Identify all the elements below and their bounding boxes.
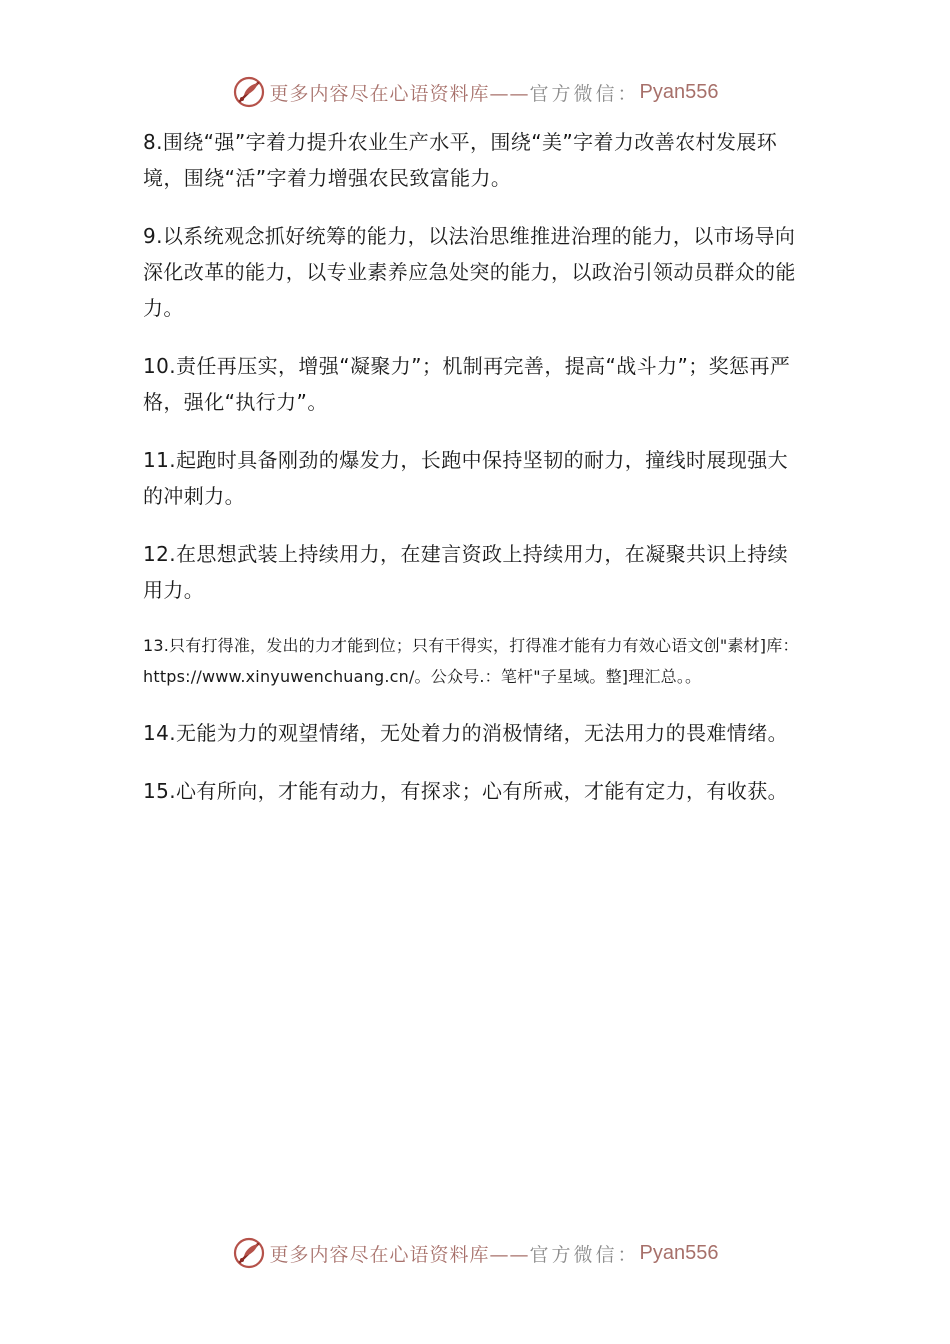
list-item-12: 12.在思想武装上持续用力，在建言资政上持续用力，在凝聚共识上持续用力。: [143, 542, 789, 602]
footer-wechat-label: 官方微信：: [529, 1243, 640, 1266]
list-item-10: 10.责任再压实，增强“凝聚力”；机制再完善，提高“战斗力”；奖惩再严格，强化“执行力”。: [143, 354, 791, 414]
footer-wechat-id: Pyan556: [639, 1241, 719, 1264]
document-body: [143, 124, 808, 831]
list-item-13: 13.只有打得准，发出的力才能到位；只有干得实，打得准才能有力有效心语文创"素材]库：https://www.xinyuwenchuang.cn/。公众号.：笔杆"子星域。整]理汇总。。: [143, 636, 799, 686]
list-item-9: 9.以系统观念抓好统筹的能力，以法治思维推进治理的能力，以市场导向深化改革的能力，以专业素养应急处突的能力，以政治引领动员群众的能力。: [143, 224, 796, 320]
header-wechat-id: Pyan556: [639, 80, 719, 103]
list-item-14: 14.无能为力的观望情绪，无处着力的消极情绪，无法用力的畏难情绪。: [143, 721, 789, 745]
header-banner: [0, 72, 950, 112]
list-item-15: 15.心有所向，才能有动力，有探求；心有所戒，才能有定力，有收获。: [143, 779, 789, 803]
header-site-text: 更多内容尽在心语资料库——: [269, 82, 530, 105]
quill-logo-icon: [232, 1236, 266, 1270]
list-item-8: 8.围绕“强”字着力提升农业生产水平，围绕“美”字着力改善农村发展环境，围绕“活”字着力增强农民致富能力。: [143, 130, 778, 190]
header-wechat-label: 官方微信：: [529, 82, 640, 105]
footer-site-text: 更多内容尽在心语资料库——: [269, 1243, 530, 1266]
footer-banner: [0, 1233, 950, 1273]
quill-logo-icon: [232, 75, 266, 109]
list-item-11: 11.起跑时具备刚劲的爆发力，长跑中保持坚韧的耐力，撞线时展现强大的冲刺力。: [143, 448, 789, 508]
